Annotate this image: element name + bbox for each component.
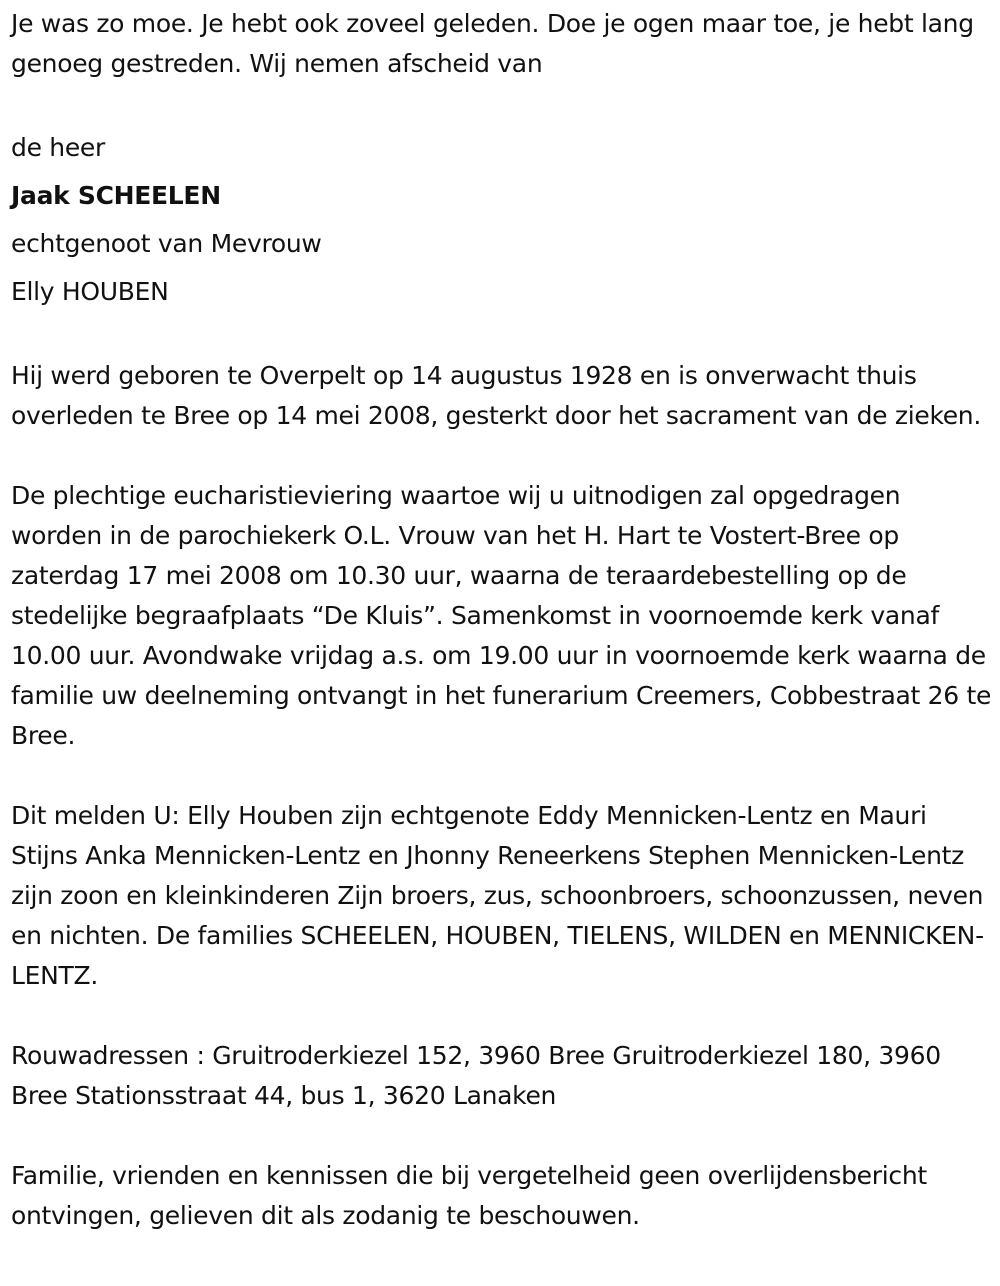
- spouse-relation: echtgenoot van Mevrouw: [11, 229, 322, 258]
- spouse-name: Elly HOUBEN: [11, 277, 169, 306]
- ceremony-text: De plechtige eucharistieviering waartoe wij u uitnodigen zal opgedragen worden in de parochiekerk O.L. Vrouw van het H. Hart te Vostert-Bree op zaterdag 17 mei 2008 om 10.30 uur, waarna de teraardebestelling op de stedelijke begraafplaats “De Kluis”. Samenkomst in voornoemde kerk vanaf 10.00 uur. Avondwake vrijdag a.s. om 19.00 uur in voornoemde kerk waarna de familie uw deelneming ontvangt in het funerarium Creemers, Cobbestraat 26 te Bree.: [11, 481, 992, 750]
- spacer: [11, 436, 992, 476]
- salutation: de heer: [11, 133, 105, 162]
- spacer: [11, 84, 992, 124]
- family-text: Dit melden U: Elly Houben zijn echtgenote Eddy Mennicken-Lentz en Mauri Stijns Anka Mennicken-Lentz en Jhonny Reneerkens Stephen Mennicken-Lentz zijn zoon en kleinkinderen Zijn broers, zus, schoonbroers, schoonzussen, neven en nichten. De families SCHEELEN, HOUBEN, TIELENS, WILDEN en MENNICKEN-LENTZ.: [11, 801, 984, 990]
- spacer: [11, 1116, 992, 1156]
- spacer: [11, 756, 992, 796]
- closing-text: Familie, vrienden en kennissen die bij vergetelheid geen overlijdensbericht ontvingen, gelieven dit als zodanig te beschouwen.: [11, 1161, 927, 1230]
- intro-text: Je was zo moe. Je hebt ook zoveel geleden. Doe je ogen maar toe, je hebt lang genoeg gestreden. Wij nemen afscheid van: [11, 9, 974, 78]
- spacer: [11, 316, 992, 356]
- birth-death-text: Hij werd geboren te Overpelt op 14 augustus 1928 en is onverwacht thuis overleden te Bree op 14 mei 2008, gesterkt door het sacrament van de zieken.: [11, 361, 981, 430]
- addresses-text: Rouwadressen : Gruitroderkiezel 152, 3960 Bree Gruitroderkiezel 180, 3960 Bree Stationsstraat 44, bus 1, 3620 Lanaken: [11, 1041, 941, 1110]
- deceased-name: Jaak SCHEELEN: [11, 181, 221, 210]
- spacer: [11, 996, 992, 1036]
